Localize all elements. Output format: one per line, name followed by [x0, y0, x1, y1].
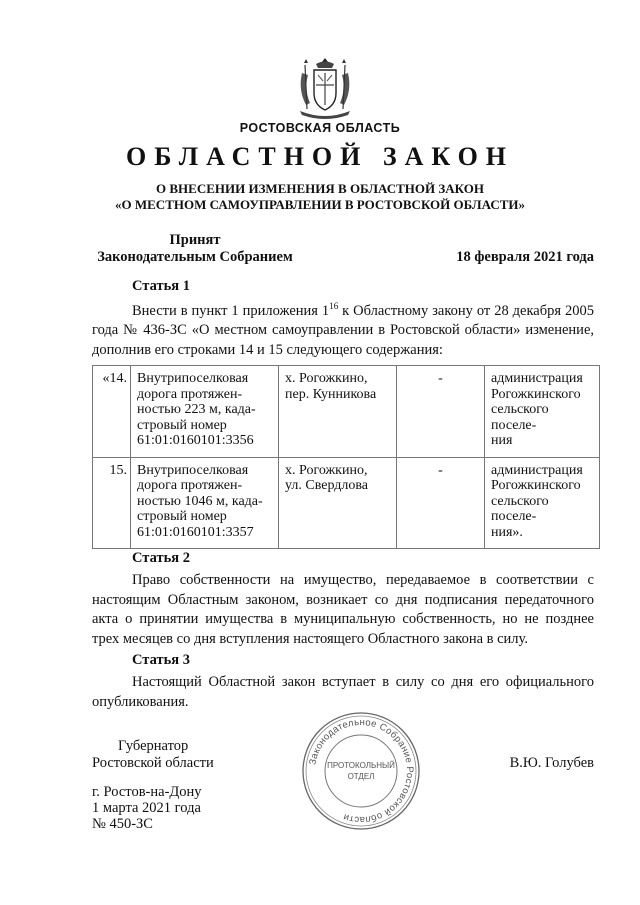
official-seal-stamp [300, 710, 422, 832]
adoption-line-2: Законодательным Собранием [97, 249, 293, 265]
amendment-table [92, 365, 600, 549]
property-location-line: пер. Кунникова [285, 386, 377, 402]
signing-date: 1 марта 2021 года [92, 800, 201, 816]
row-number-cell: 15. [93, 457, 131, 549]
governor-name: В.Ю. Голубев [509, 755, 594, 771]
empty-value-cell: - [397, 366, 485, 458]
property-location-cell [279, 457, 397, 549]
property-owner-line: сельского поселе- [491, 402, 549, 433]
row-number-cell: «14. [93, 366, 131, 458]
property-location-line: ул. Свердлова [285, 478, 369, 493]
article-1-heading: Статья 1 [132, 278, 190, 294]
property-owner-cell [485, 366, 600, 458]
article-2-heading: Статья 2 [132, 550, 190, 566]
adoption-block [92, 232, 298, 266]
property-name-line: стровый номер [137, 417, 227, 433]
property-name-line: 61:01:0160101:3357 [137, 524, 254, 540]
property-name-line: 61:01:0160101:3356 [137, 433, 254, 448]
article-1-text-end: к Областному закону от 28 декабря 2005 года № 436-ЗС «О местном самоуправлении в Ростовской области» изменение, дополнив его строками 14 и 15 следующего содержания: [92, 302, 594, 358]
article-3-heading: Статья 3 [132, 652, 190, 668]
document-type-title: ОБЛАСТНОЙ ЗАКОН [125, 142, 515, 171]
property-name-line: дорога протяжен- [137, 386, 243, 402]
seal-ring-text: Законодательное Собрание Ростовской области [307, 716, 416, 826]
svg-text:Законодательное Собрание Росто [307, 717, 415, 825]
adoption-line-1: Принят [169, 232, 221, 248]
property-name-line: Внутрипоселковая [137, 462, 249, 478]
article-1-text [92, 297, 594, 360]
property-owner-line: ния [491, 433, 513, 448]
governor-title-line-1: Губернатор [118, 738, 189, 754]
property-owner-line: сельского поселе- [491, 493, 549, 524]
table-row [93, 366, 600, 458]
subtitle-line-2: «О МЕСТНОМ САМОУПРАВЛЕНИИ В РОСТОВСКОЙ ОБЛАСТИ» [115, 197, 525, 212]
article-3-text: Настоящий Областной закон вступает в силу со дня его официального опубликования. [92, 674, 594, 710]
property-name-line: стровый номер [137, 509, 227, 524]
property-name-line: Внутрипоселковая [137, 371, 249, 386]
article-1-superscript: 16 [329, 301, 339, 311]
seal-center-line-2: ОТДЕЛ [347, 772, 375, 781]
property-location-line: х. Рогожкино, [285, 462, 368, 478]
property-name-cell [131, 457, 279, 549]
property-location-line: х. Рогожкино, [285, 371, 368, 386]
property-owner-line: Рогожкинского [491, 478, 581, 493]
empty-value-cell: - [397, 457, 485, 549]
seal-center-line-1: ПРОТОКОЛЬНЫЙ [327, 761, 395, 770]
property-owner-line: ния». [491, 524, 523, 540]
rostov-oblast-coat-of-arms-icon [294, 55, 356, 121]
region-name: РОСТОВСКАЯ ОБЛАСТЬ [239, 121, 401, 135]
table-row [93, 457, 600, 549]
property-name-cell [131, 366, 279, 458]
governor-title [92, 738, 214, 772]
adoption-date: 18 февраля 2021 года [456, 249, 594, 265]
city: г. Ростов-на-Дону [92, 784, 202, 800]
law-subtitle [0, 181, 640, 213]
property-name-line: дорога протяжен- [137, 478, 243, 493]
property-location-cell [279, 366, 397, 458]
property-owner-line: администрация [491, 462, 583, 478]
article-2-text: Право собственности на имущество, передаваемое в соответствии с настоящим Областным законом, возникает со дня подписания передаточного акта о принятии имущества в муниципальную собственность, но не позднее трех месяцев со дня вступления настоящего Областного закона в силу. [92, 572, 594, 647]
property-owner-line: администрация [491, 371, 583, 386]
property-name-line: ностью 223 м, када- [137, 402, 256, 417]
article-1-text-start: Внести в пункт 1 приложения 1 [132, 302, 330, 319]
place-date-number [92, 784, 202, 832]
property-owner-cell [485, 457, 600, 549]
property-owner-line: Рогожкинского [491, 386, 581, 402]
law-number: № 450-ЗС [92, 816, 153, 832]
subtitle-line-1: О ВНЕСЕНИИ ИЗМЕНЕНИЯ В ОБЛАСТНОЙ ЗАКОН [156, 181, 484, 196]
property-name-line: ностью 1046 м, када- [137, 493, 263, 509]
governor-title-line-2: Ростовской области [92, 755, 214, 771]
